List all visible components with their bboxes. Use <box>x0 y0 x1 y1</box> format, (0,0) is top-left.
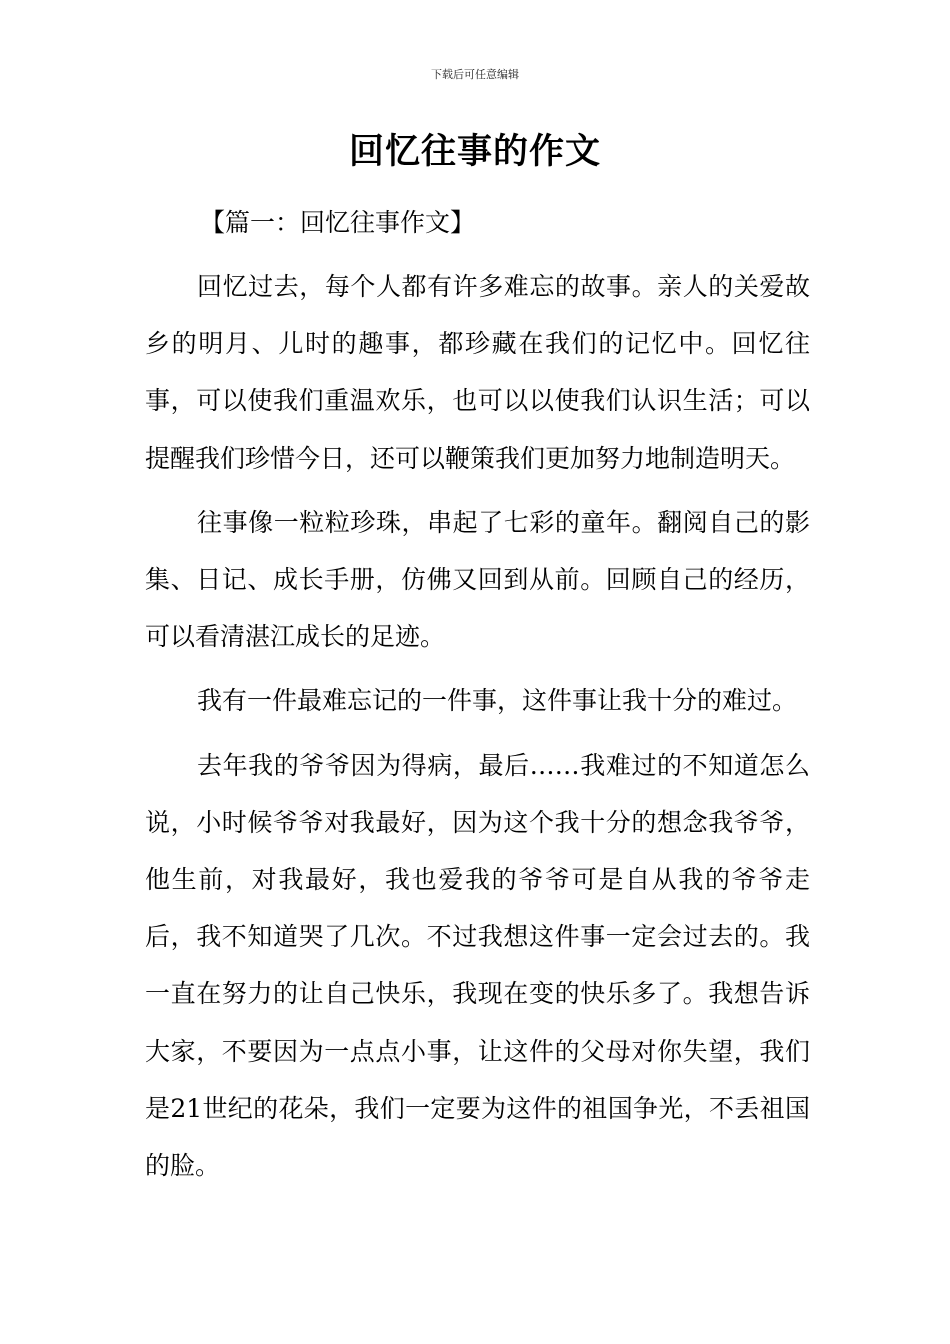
paragraph-4: 去年我的爷爷因为得病，最后……我难过的不知道怎么说，小时候爷爷对我最好，因为这个我十分的想念我爷爷，他生前，对我最好，我也爱我的爷爷可是自从我的爷爷走后，我不知道哭了几次。不过我想这件事一定会过去的。我一直在努力的让自己快乐，我现在变的快乐多了。我想告诉大家，不要因为一点点小事，让这件的父母对你失望，我们是21世纪的花朵，我们一定要为这件的祖国争光，不丢祖国的脸。 <box>145 750 810 1181</box>
header-note: 下载后可任意编辑 <box>431 68 519 81</box>
document-title: 回忆往事的作文 <box>348 132 601 172</box>
paragraph-2: 往事像一粒粒珍珠，串起了七彩的童年。翻阅自己的影集、日记、成长手册，仿佛又回到从前。回顾自己的经历，可以看清湛江成长的足迹。 <box>145 507 810 652</box>
paragraph-3: 我有一件最难忘记的一件事，这件事让我十分的难过。 <box>197 686 798 716</box>
paragraph-1: 回忆过去，每个人都有许多难忘的故事。亲人的关爱故乡的明月、儿时的趣事，都珍藏在我们的记忆中。回忆往事，可以使我们重温欢乐，也可以以使我们认识生活；可以提醒我们珍惜今日，还可以鞭策我们更加努力地制造明天。 <box>145 272 810 473</box>
section-heading: 【篇一：回忆往事作文】 <box>200 208 476 237</box>
body-text <box>145 258 810 1201</box>
